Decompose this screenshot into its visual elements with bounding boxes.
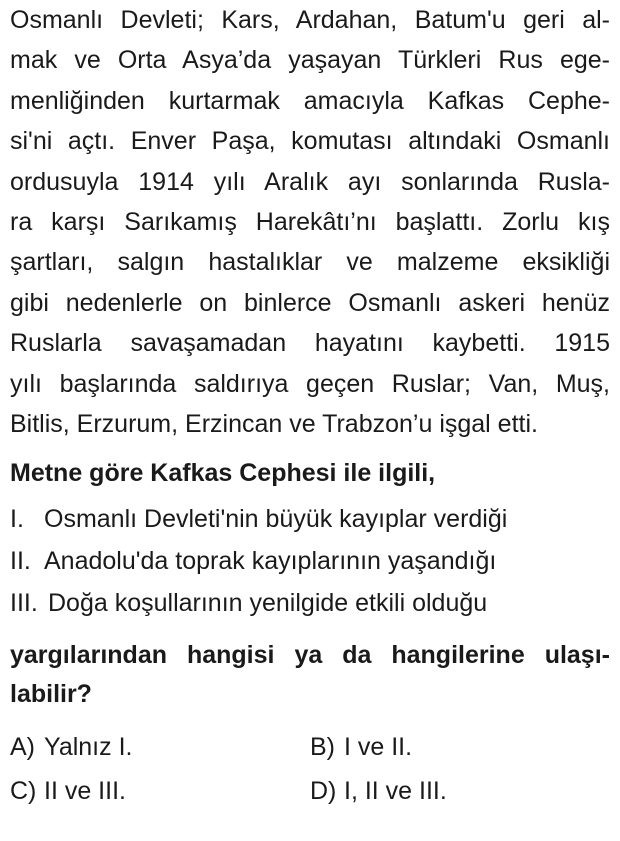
passage-line: ordusuyla 1914 yılı Aralık ayı sonlarında Rusla- [10, 167, 610, 196]
option-b[interactable] [310, 728, 610, 766]
option-a[interactable] [10, 728, 310, 766]
statement-list [10, 498, 610, 624]
question-prompt [10, 636, 610, 714]
option-text: I ve II. [344, 733, 413, 762]
passage [10, 0, 610, 444]
option-letter: D) [310, 777, 337, 806]
passage-line: menliğinden kurtarmak amacıyla Kafkas Cephe- [10, 86, 610, 115]
prompt-line: yargılarından hangisi ya da hangilerine ulaşı- [10, 641, 610, 670]
passage-line: şartları, salgın hastalıklar ve malzeme eksikliği [10, 248, 610, 277]
option-text: II ve III. [44, 777, 126, 806]
statement-text: Osmanlı Devleti'nin büyük kayıplar verdiği [44, 505, 508, 534]
statement-number: I. [10, 505, 24, 534]
option-letter: A) [10, 733, 35, 762]
option-letter: C) [10, 777, 37, 806]
statement-text: Doğa koşullarının yenilgide etkili olduğu [48, 589, 488, 618]
question-stem: Metne göre Kafkas Cephesi ile ilgili, [10, 459, 436, 488]
statement-number: III. [10, 589, 38, 618]
passage-line: yılı başlarında saldırıya geçen Ruslar; Van, Muş, [10, 369, 610, 398]
answer-options [10, 728, 610, 810]
passage-line: Osmanlı Devleti; Kars, Ardahan, Batum'u geri al- [10, 6, 610, 34]
prompt-line: labilir? [10, 680, 92, 709]
passage-line: mak ve Orta Asya’da yaşayan Türkleri Rus ege- [10, 46, 610, 75]
option-d[interactable] [310, 772, 610, 810]
statement-text: Anadolu'da toprak kayıplarının yaşandığı [44, 547, 497, 576]
option-text: Yalnız I. [44, 733, 133, 762]
statement-item [10, 498, 610, 540]
statement-number: II. [10, 547, 31, 576]
passage-line: gibi nedenlerle on binlerce Osmanlı askeri henüz [10, 288, 610, 317]
passage-line: Bitlis, Erzurum, Erzincan ve Trabzon’u işgal etti. [10, 409, 538, 438]
statement-item [10, 582, 610, 624]
passage-line: ra karşı Sarıkamış Harekâtı’nı başlattı. Zorlu kış [10, 207, 610, 236]
option-text: I, II ve III. [344, 777, 447, 806]
option-c[interactable] [10, 772, 310, 810]
statement-item [10, 540, 610, 582]
passage-line: Ruslarla savaşamadan hayatını kaybetti. 1915 [10, 329, 610, 358]
passage-line: si'ni açtı. Enver Paşa, komutası altındaki Osmanlı [10, 127, 610, 156]
option-letter: B) [310, 733, 335, 762]
